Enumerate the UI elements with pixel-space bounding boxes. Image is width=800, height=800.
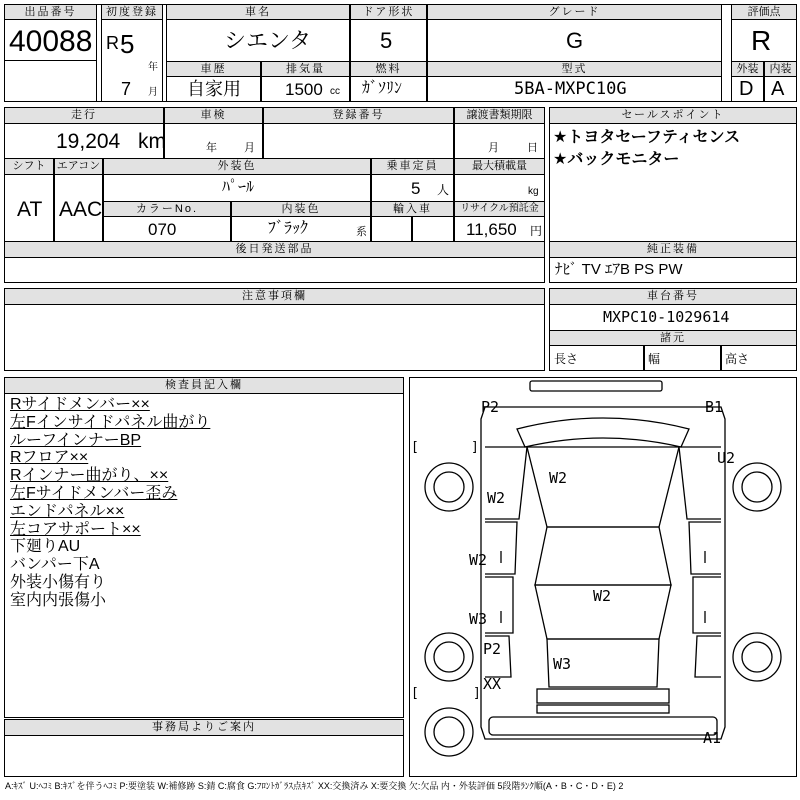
reg-no-label: 登録番号 [263, 107, 454, 124]
month-unit: 月 [148, 87, 158, 98]
mileage-label: 走行 [4, 107, 164, 124]
transfer-deadline-label: 譲渡書類期限 [454, 107, 545, 124]
lot-no-empty [4, 60, 97, 102]
inspector-line: 外装小傷有り [10, 573, 107, 591]
damage-mark: A1 [703, 729, 722, 747]
dims-label: 諸元 [549, 330, 797, 346]
inspection-month-unit: 月 [244, 142, 255, 154]
equipment-value: ﾅﾋﾞ TV ｴｱB PS PW [555, 261, 683, 278]
inspector-line: ルーフインナーBP [10, 431, 142, 449]
diagram-bracket: ] [471, 440, 479, 455]
diagram-bracket: [ [411, 440, 419, 455]
int-color: ﾌﾞﾗｯｸ [268, 220, 309, 237]
first-reg-label: 初度登録 [101, 4, 163, 20]
model-name: シエンタ [224, 28, 312, 53]
grade-label: グレード [427, 4, 722, 20]
lot-number: 40088 [9, 25, 93, 58]
door-label: ドア形状 [350, 4, 427, 20]
damage-mark: U2 [717, 449, 736, 467]
lot-no-label: 出品番号 [4, 4, 97, 20]
score-label: 評価点 [731, 4, 797, 20]
max-load-label: 最大積載量 [454, 158, 545, 175]
chassis-number: MXPC10-1029614 [603, 308, 730, 326]
mileage-unit: km [138, 130, 166, 153]
inspector-line: Rフロア×× [10, 449, 89, 467]
year-unit: 年 [148, 62, 158, 73]
recycle-fee: 11,650 [466, 220, 517, 239]
inspector-line: 左コアサポート×× [10, 520, 141, 538]
capacity-label: 乗車定員 [371, 158, 454, 175]
equipment-label: 純正装備 [549, 241, 797, 258]
inspector-line: バンパー下A [10, 556, 100, 574]
shift-label: シフト [4, 158, 54, 175]
displacement-label: 排気量 [261, 61, 350, 77]
damage-mark: P2 [481, 398, 500, 416]
chassis-label: 車台番号 [549, 288, 797, 305]
recycle-label: リサイクル預託金 [454, 201, 545, 217]
color-no: 070 [148, 220, 177, 239]
damage-mark: W2 [593, 587, 612, 605]
later-parts-box [4, 257, 545, 283]
legend: A:ｷｽﾞ U:ﾍｺﾐ B:ｷｽﾞを伴うﾍｺﾐ P:要塗装 W:補修跡 S:錆 C:腐食 G:ﾌﾛﾝﾄｶﾞﾗｽ点ｷｽﾞ XX:交換済み X:要交換 欠:欠品 内・外装評価 5段階ﾗﾝｸ順(A・B・C・D・E) 2 [5, 781, 624, 791]
inspector-label: 検査員記入欄 [4, 377, 404, 394]
inspection-year-unit: 年 [206, 142, 217, 154]
grade: G [566, 28, 584, 53]
office-box [4, 735, 404, 777]
inspector-line: 下廻りAU [10, 538, 81, 556]
reg-no-box [263, 123, 454, 159]
capacity-unit: 人 [437, 183, 450, 197]
height-label: 高さ [725, 352, 750, 366]
color-no-label: カラーNo. [103, 201, 231, 217]
inspection-label: 車検 [164, 107, 263, 124]
inspector-line: Rインナー曲がり、×× [10, 467, 169, 485]
history: 自家用 [187, 79, 241, 99]
recycle-unit: 円 [530, 224, 543, 238]
shift: AT [17, 198, 43, 221]
int-color-suffix: 系 [356, 226, 367, 238]
capacity: 5 [411, 179, 421, 198]
import-box-b [412, 216, 454, 242]
model-name-label: 車名 [166, 4, 350, 20]
length-label: 長さ [554, 352, 579, 366]
displacement: 1500 [285, 80, 323, 99]
interior-grade-label: 内装 [764, 61, 797, 77]
damage-mark: W3 [553, 655, 572, 673]
fuel-label: 燃料 [350, 61, 427, 77]
damage-mark: W2 [487, 489, 506, 507]
max-load-unit: kg [528, 186, 539, 197]
inspector-line: 左Fサイドメンバー歪み [10, 484, 178, 502]
inspector-line: 左Fインサイドパネル曲がり [10, 413, 211, 431]
later-parts-label: 後日発送部品 [4, 241, 545, 258]
displacement-unit: cc [330, 86, 340, 97]
import-box-a [371, 216, 412, 242]
damage-mark: P2 [483, 640, 502, 658]
damage-mark: W2 [549, 469, 568, 487]
selling-point-item: ★トヨタセーフティセンス [553, 129, 741, 146]
ac-label: エアコン [54, 158, 103, 175]
mileage: 19,204 [56, 130, 121, 153]
ac: AAC [59, 198, 103, 221]
ext-color: ﾊﾟｰﾙ [222, 179, 255, 196]
doors: 5 [380, 28, 393, 53]
selling-point-item: ★バックモニター [553, 151, 680, 168]
history-label: 車歴 [166, 61, 261, 77]
notes-box [4, 304, 545, 371]
transfer-day-unit: 日 [527, 142, 538, 154]
exterior-grade: D [739, 78, 754, 100]
diagram-bracket: ] [473, 686, 481, 701]
era: R [106, 33, 119, 53]
inspector-line: 室内内張傷小 [10, 591, 107, 609]
exterior-grade-label: 外装 [731, 61, 764, 77]
inspector-line: Rサイドメンバー×× [10, 396, 150, 413]
damage-mark: W3 [469, 610, 488, 628]
car-diagram [409, 377, 797, 777]
int-color-label: 内装色 [231, 201, 371, 217]
selling-points-label: セールスポイント [549, 107, 797, 124]
diagram-bracket: [ [411, 686, 419, 701]
transfer-month-unit: 月 [488, 142, 499, 154]
ext-color-label: 外装色 [103, 158, 371, 175]
damage-mark: W2 [469, 551, 488, 569]
office-label: 事務局よりご案内 [4, 719, 404, 736]
reg-year: 5 [120, 29, 135, 59]
notes-label: 注意事項欄 [4, 288, 545, 305]
type-label: 型式 [427, 61, 722, 77]
fuel: ｶﾞｿﾘﾝ [362, 80, 403, 97]
inspector-lines [10, 396, 210, 610]
interior-grade: A [771, 78, 785, 100]
import-label: 輸入車 [371, 201, 454, 217]
type-code: 5BA-MXPC10G [514, 79, 627, 99]
damage-mark: B1 [705, 398, 724, 416]
damage-mark: XX [483, 675, 502, 693]
score: R [751, 25, 772, 56]
reg-month: 7 [121, 79, 132, 99]
inspector-line: エンドパネル×× [10, 502, 125, 520]
width-label: 幅 [648, 352, 661, 366]
